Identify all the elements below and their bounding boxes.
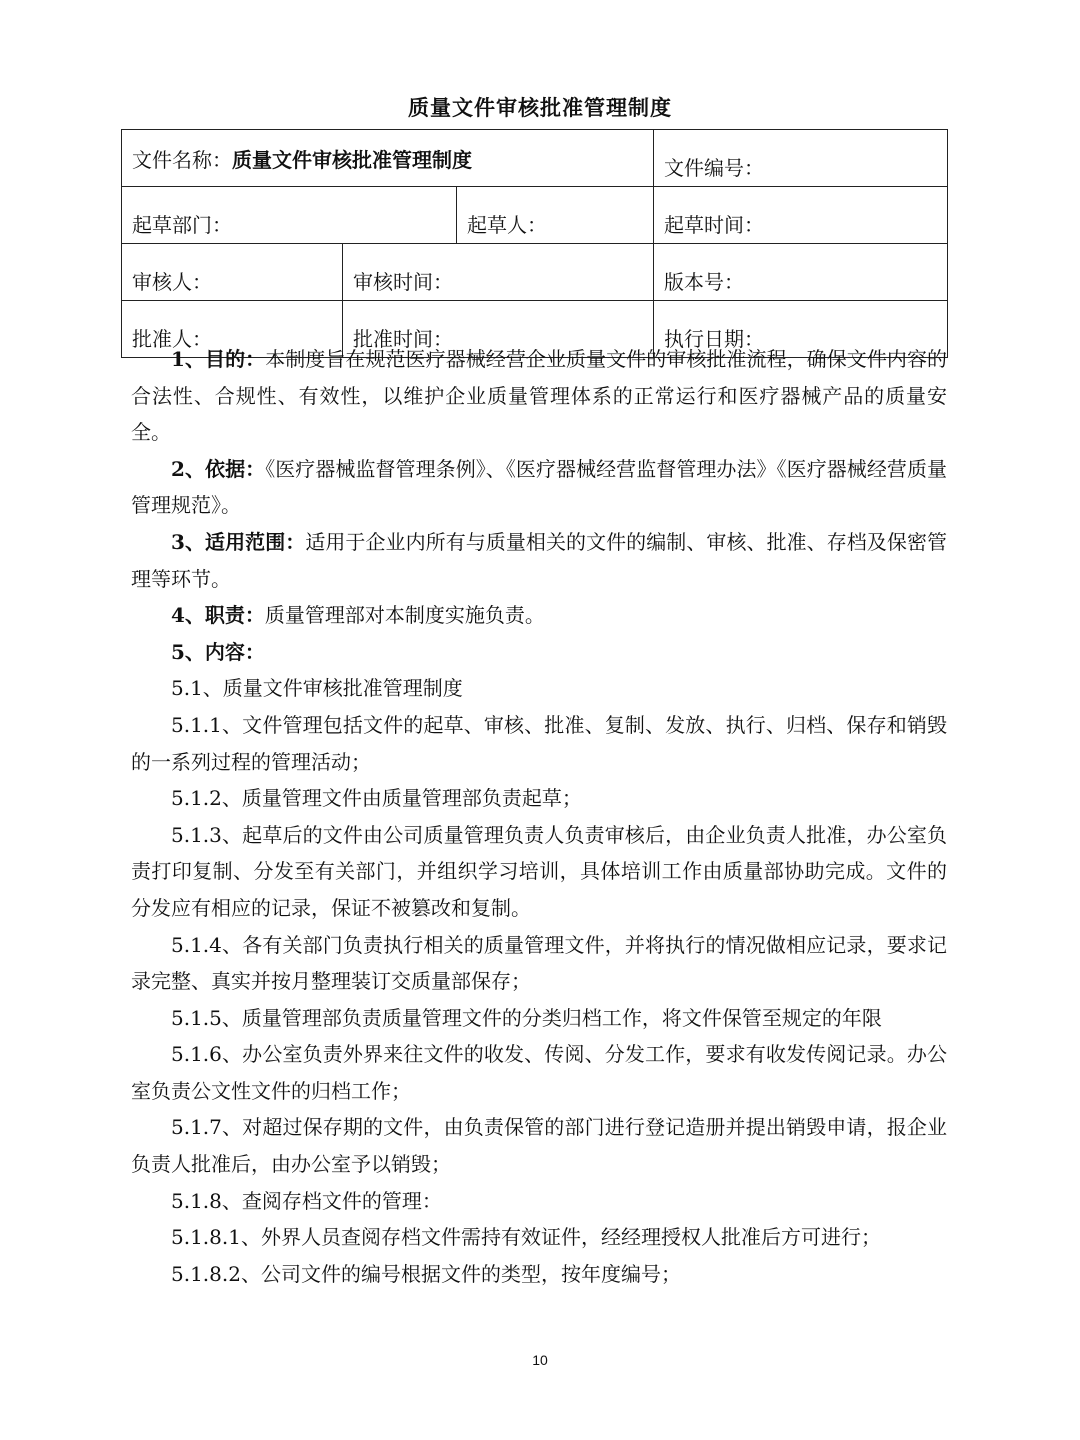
section-basis-text: 《医疗器械监督管理条例》、《医疗器械经营监督管理办法》《医疗器械经营质量管理规范》。: [131, 456, 948, 518]
document-title: 质量文件审核批准管理制度: [408, 95, 672, 120]
draft-time-cell: 起草时间：: [654, 187, 948, 244]
clause-5-1-3: 5.1.3、起草后的文件由公司质量管理负责人负责审核后，由企业负责人批准，办公室负责打印复制、分发至有关部门，并组织学习培训，具体培训工作由质量部协助完成。文件的分发应有相应的记录，保证不被篡改和复制。: [131, 822, 947, 920]
clause-5-1-2: 5.1.2、质量管理文件由质量管理部负责起草；: [171, 786, 582, 811]
info-row-review: [122, 244, 948, 301]
section-purpose: [131, 341, 947, 451]
section-responsibility-text: 质量管理部对本制度实施负责。: [264, 603, 545, 628]
section-scope-label: 3、适用范围：: [171, 529, 306, 554]
section-content: [131, 634, 947, 671]
section-content-label: 5、内容：: [171, 639, 265, 664]
version-cell: 版本号：: [654, 244, 948, 301]
drafter-cell: 起草人：: [457, 187, 654, 244]
file-number-cell: 文件编号：: [654, 130, 948, 187]
clause-5-1-4: 5.1.4、各有关部门负责执行相关的质量管理文件，并将执行的情况做相应记录，要求记录完整、真实并按月整理装订交质量部保存；: [131, 932, 947, 994]
section-responsibility: [131, 597, 947, 634]
section-basis-label: 2、依据：: [171, 456, 266, 481]
section-responsibility-label: 4、职责：: [171, 603, 265, 628]
clause-5-1-1: 5.1.1、文件管理包括文件的起草、审核、批准、复制、发放、执行、归档、保存和销毁的一系列过程的管理活动；: [131, 712, 947, 774]
file-name-value: 质量文件审核批准管理制度: [232, 147, 472, 172]
file-name-label: 文件名称：: [132, 147, 232, 172]
draft-department-cell: 起草部门：: [122, 187, 457, 244]
clause-5-1-5: 5.1.5、质量管理部负责质量管理文件的分类归档工作，将文件保管至规定的年限: [171, 1005, 882, 1030]
execution-date-cell: 执行日期：: [654, 301, 948, 358]
clause-5-1-7: 5.1.7、对超过保存期的文件，由负责保管的部门进行登记造册并提出销毁申请，报企业负责人批准后，由办公室予以销毁；: [131, 1115, 947, 1177]
section-scope-text: 适用于企业内所有与质量相关的文件的编制、审核、批准、存档及保密管理等环节。: [131, 529, 948, 591]
clause-5-1-6: 5.1.6、办公室负责外界来往文件的收发、传阅、分发工作，要求有收发传阅记录。办公室负责公文性文件的归档工作；: [131, 1042, 947, 1103]
info-row-draft: [122, 187, 948, 244]
section-purpose-label: 1、目的：: [171, 347, 266, 371]
section-scope: [131, 524, 947, 597]
section-purpose-text: 本制度旨在规范医疗器械经营企业质量文件的审核批准流程，确保文件内容的合法性、合规性、有效性，以维护企业质量管理体系的正常运行和医疗器械产品的质量安全。: [131, 347, 948, 445]
clause-5-1-8-1: 5.1.8.1、外界人员查阅存档文件需持有效证件，经经理授权人批准后方可进行；: [171, 1225, 881, 1250]
page-number: 10: [532, 1352, 548, 1368]
clause-5-1-8-2: 5.1.8.2、公司文件的编号根据文件的类型，按年度编号；: [171, 1261, 681, 1286]
approve-time-cell: 批准时间：: [343, 301, 654, 358]
document-body: [131, 341, 947, 1292]
file-name-cell: [122, 130, 654, 187]
review-time-cell: 审核时间：: [343, 244, 654, 301]
clause-5-1: 5.1、质量文件审核批准管理制度: [171, 676, 463, 701]
approver-cell: 批准人：: [122, 301, 343, 358]
clause-5-1-8: 5.1.8、查阅存档文件的管理：: [171, 1188, 442, 1213]
info-row-file: [122, 130, 948, 187]
reviewer-cell: 审核人：: [122, 244, 343, 301]
section-basis: [131, 451, 947, 524]
document-info-table: [121, 129, 948, 358]
